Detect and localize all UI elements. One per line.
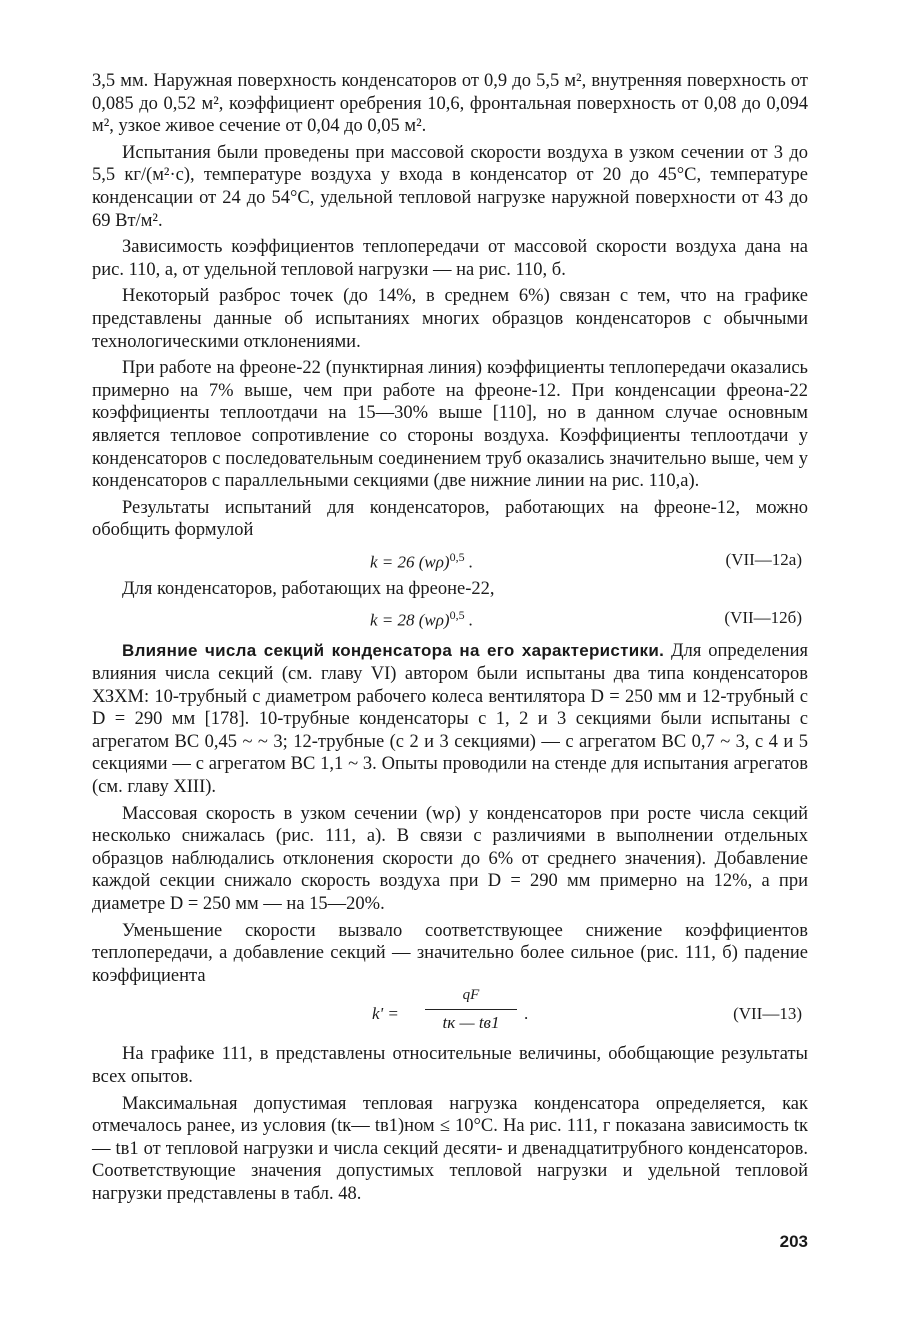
equation-formula: k = 28 $(w\rho)^{0,5}$ . bbox=[370, 608, 474, 631]
equation-12a bbox=[92, 542, 808, 578]
page-number: 203 bbox=[779, 1232, 808, 1251]
equation-formula: k = 26 $(w\rho)^{0,5}$ . bbox=[370, 549, 474, 572]
fraction-bar bbox=[425, 1009, 517, 1010]
paragraph: Испытания были проведены при массовой скорости воздуха в узком сечении от 3 до 5,5 кг/(м²·с), температуре воздуха у входа в конденсатор от 20 до 45°С, температуре конденсации от 24 до 54°С, удельной тепловой нагрузке наружной поверхности от 43 до 69 Вт/м². bbox=[92, 142, 808, 231]
paragraph: На графике 111, в представлены относительные величины, обобщающие результаты всех опытов. bbox=[92, 1044, 808, 1087]
paragraph: Влияние числа секций конденсатора на его характеристики. Для определения влияния числа секций (см. главу VI) автором были испытаны два типа конденсаторов ХЗХМ: 10-трубный с диаметром рабочего колеса вентилятора D = 250 мм и 12-трубный с D = 290 мм [178]. 10-трубные конденсаторы с 1, 2 и 3 секциями были испытаны с агрегатом ВС 0,45 ~ ~ 3; 12-трубные (с 2 и 3 секциями) — с агрегатом ВС 0,7 ~ 3, с 4 и 5 секциями — с агрегатом ВС 1,1 ~ 3. Опыты проводили на стенде для испытания агрегатов (см. главу XIII). bbox=[92, 641, 808, 798]
page-body bbox=[92, 70, 808, 1206]
equation-label: (VII—12б) bbox=[724, 608, 802, 628]
paragraph: Результаты испытаний для конденсаторов, работающих на фреоне-12, можно обобщить формулой bbox=[92, 497, 808, 541]
paragraph: Уменьшение скорости вызвало соответствующее снижение коэффициентов теплопередачи, а добавление секций — значительно более сильное (рис. 111, б) падение коэффициента bbox=[92, 920, 808, 986]
equation-label: (VII—13) bbox=[733, 1004, 802, 1024]
equation-12b bbox=[92, 600, 808, 636]
paragraph: Максимальная допустимая тепловая нагрузка конденсатора определяется, как отмечалось ранее, из условия (tк— tв1)ном ≤ 10°С. На рис. 111, г показана зависимость tк — tв1 от тепловой нагрузки и числа секций десяти- и двенадцатитрубного конденсаторов. Соответствующие значения допустимых тепловой нагрузки и удельной тепловой нагрузки представлены в табл. 48. bbox=[92, 1093, 808, 1204]
paragraph: При работе на фреоне-22 (пунктирная линия) коэффициенты теплопередачи оказались примерно на 7% выше, чем при работе на фреоне-12. При конденсации фреона-22 коэффициенты теплоотдачи на 15—30% выше [110], но в данном случае основным является тепловое сопротивление со стороны воздуха. Коэффициенты теплоотдачи у конденсаторов с последовательным соединением труб оказались значительно выше, чем у конденсаторов с параллельными секциями (две нижние линии на рис. 110,а). bbox=[92, 358, 808, 492]
fraction-denominator: tк — tв1 bbox=[442, 1013, 500, 1033]
fraction-numerator: qF bbox=[462, 987, 480, 1004]
section-heading: Влияние числа секций конденсатора на его характеристики. bbox=[122, 641, 665, 661]
equation-lhs: k' = bbox=[372, 1004, 399, 1024]
paragraph: Для конденсаторов, работающих на фреоне-22, bbox=[122, 578, 495, 599]
paragraph: Некоторый разброс точек (до 14%, в среднем 6%) связан с тем, что на графике представлены данные об испытаниях многих образцов конденсаторов с обычными технологическими отклонениями. bbox=[92, 286, 808, 352]
equation-13: k' = qF tк — tв1 . (VII—13) bbox=[372, 987, 802, 1033]
paragraph: 3,5 мм. Наружная поверхность конденсаторов от 0,9 до 5,5 м², внутренняя поверхность от 0,085 до 0,52 м², коэффициент оребрения 10,6, фронтальная поверхность от 0,08 до 0,094 м², узкое живое сечение от 0,04 до 0,05 м². bbox=[92, 71, 808, 137]
paragraph: Зависимость коэффициентов теплопередачи от массовой скорости воздуха дана на рис. 110, а, от удельной тепловой нагрузки — на рис. 110, б. bbox=[92, 237, 808, 280]
equation-label: (VII—12а) bbox=[725, 549, 802, 569]
paragraph: Массовая скорость в узком сечении (wρ) у конденсаторов при росте числа секций несколько снижалась (рис. 111, а). В связи с различиями в выполнении отдельных образцов наблюдались отклонения скорости до 6% от среднего значения). Добавление каждой секции снижало скорость воздуха при D = 290 мм примерно на 12%, а при диаметре D = 250 мм — на 15—20%. bbox=[92, 803, 808, 914]
